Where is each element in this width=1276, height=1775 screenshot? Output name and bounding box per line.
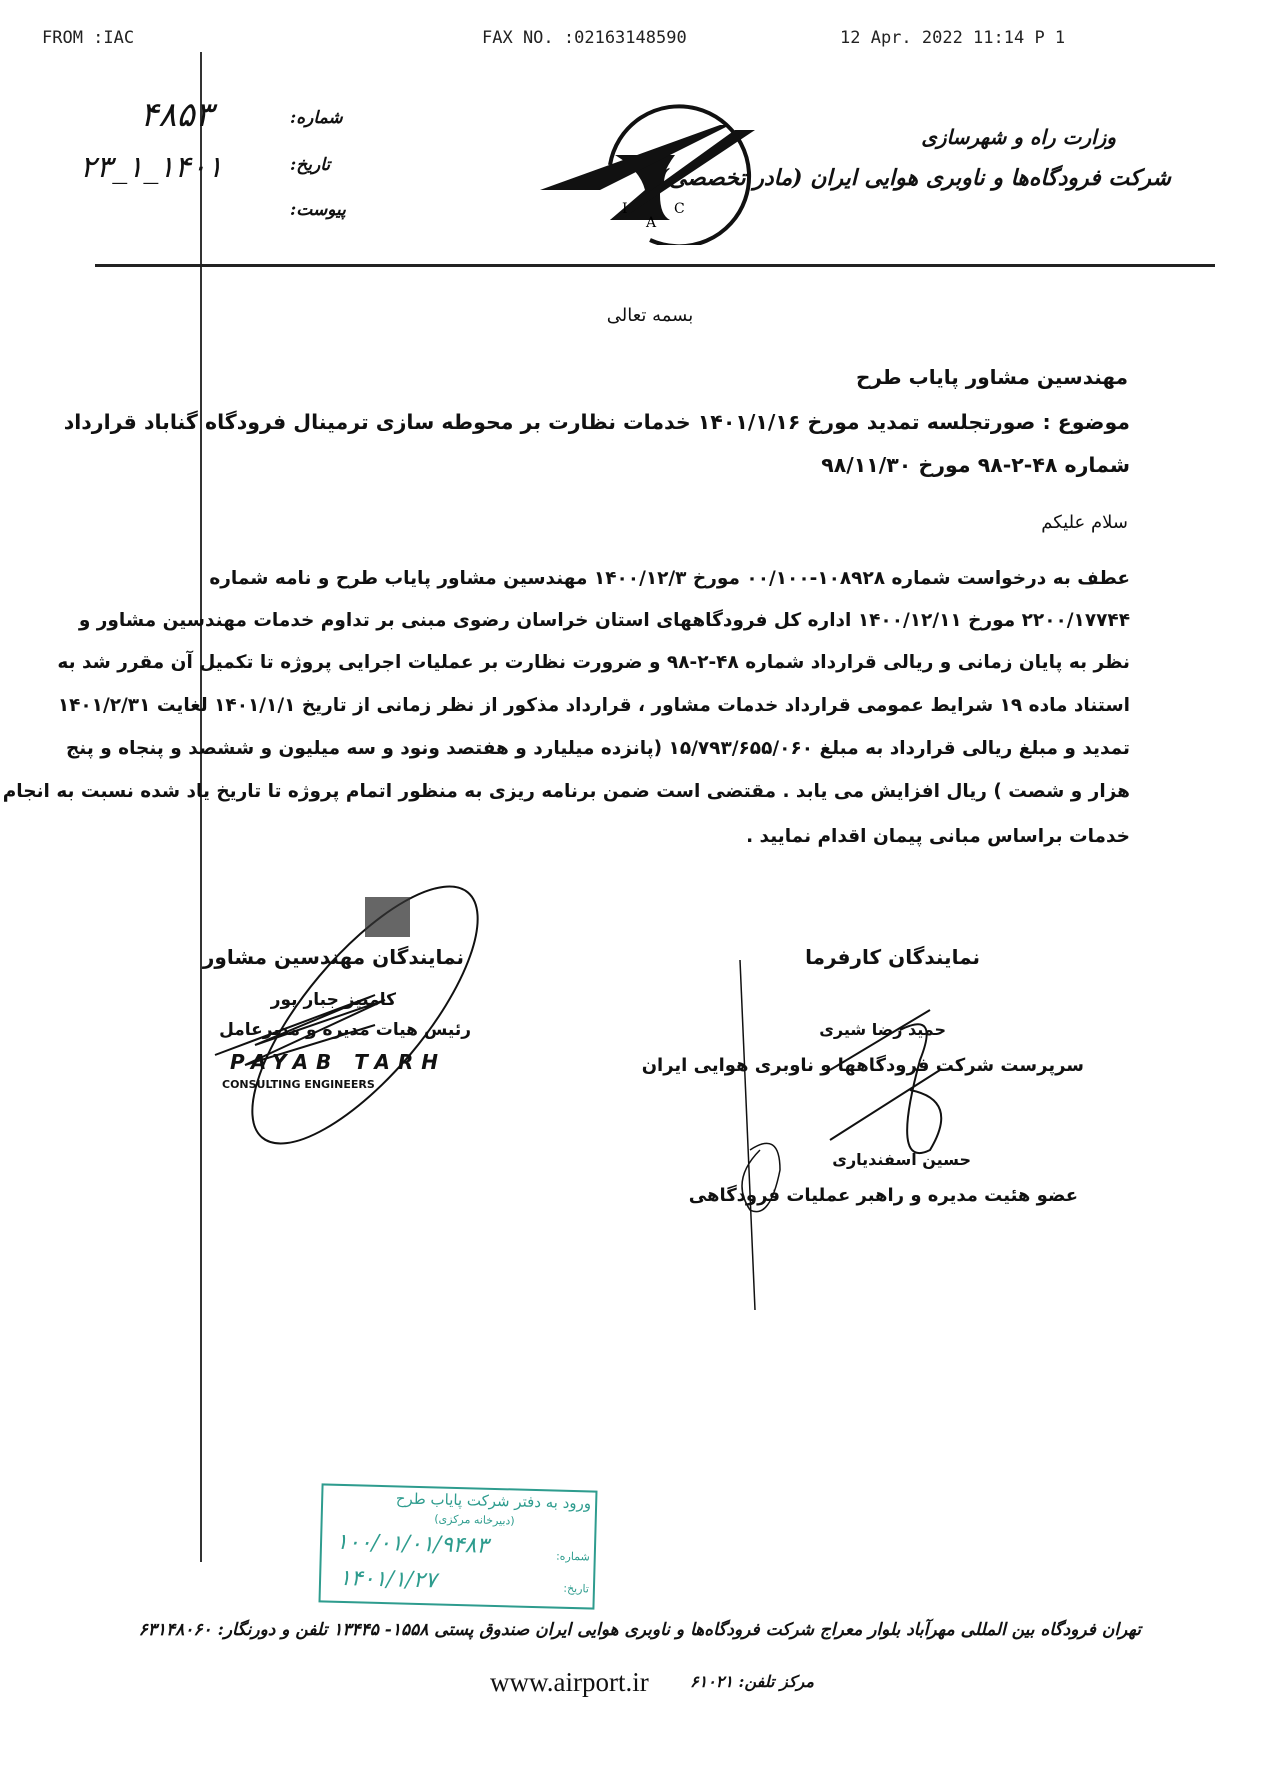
body-line: عطف به درخواست شماره ۱۰۸۹۲۸-۰۰/۱۰۰ مورخ ۱۴۰۰/۱۲/۳ مهندسین مشاور پایاب طرح و نامه شماره bbox=[209, 568, 1130, 589]
stamp-title: ورود به دفتر شرکت پایاب طرح bbox=[395, 1489, 592, 1513]
employer-heading: نمایندگان کارفرما bbox=[805, 945, 980, 969]
employer-person2-title: عضو هئیت مدیره و راهبر عملیات فرودگاهی bbox=[688, 1185, 1078, 1206]
greeting: سلام علیکم bbox=[1041, 512, 1128, 533]
body-line: ۲۲۰۰/۱۷۷۴۴ مورخ ۱۴۰۰/۱۲/۱۱ اداره کل فرودگاههای استان خراسان رضوی مبنی بر تداوم خدمات مهندسین مشاور و bbox=[78, 610, 1130, 631]
body-line: نظر به پایان زمانی و ریالی قرارداد شماره ۴۸-۲-۹۸ و ضرورت نظارت بر عملیات اجرایی پروژه تا تکمیل آن مقرر شد به bbox=[57, 652, 1130, 673]
consultant-heading: نمایندگان مهندسین مشاور bbox=[202, 945, 464, 969]
fax-from: FROM :IAC bbox=[42, 28, 135, 48]
stamp-date-value: ۱۴۰۱/۱/۲۷ bbox=[338, 1565, 437, 1594]
attachment-label: پیوست: bbox=[290, 200, 346, 220]
company-name: شرکت فرودگاه‌ها و ناوبری هوایی ایران (مادر تخصصی) bbox=[658, 165, 1171, 191]
subject-line-2: شماره ۴۸-۲-۹۸ مورخ ۹۸/۱۱/۳۰ bbox=[821, 453, 1130, 477]
fax-datetime: 12 Apr. 2022 11:14 P 1 bbox=[840, 28, 1066, 48]
employer-person1-title: سرپرست شرکت فرودگاهها و ناوبری هوایی ایران bbox=[641, 1055, 1084, 1076]
header-divider bbox=[95, 264, 1215, 267]
subject-line-1: موضوع : صورتجلسه تمدید مورخ ۱۴۰۱/۱/۱۶ خدمات نظارت بر محوطه سازی ترمینال فرودگاه گناباد قرارداد bbox=[63, 410, 1130, 434]
fax-number: FAX NO. :02163148590 bbox=[482, 28, 687, 48]
employer-person1-name: حمید رضا شیری bbox=[819, 1020, 946, 1039]
employer-person2-name: حسین اسفندیاری bbox=[832, 1150, 971, 1169]
body-line: خدمات براساس مبانی پیمان اقدام نمایید . bbox=[746, 826, 1130, 847]
logo-letter-a: A bbox=[646, 215, 657, 231]
invocation: بسمه تعالی bbox=[606, 305, 694, 326]
body-line: استناد ماده ۱۹ شرایط عمومی قرارداد خدمات مشاور ، قرارداد مذکور از نظر زمانی از تاریخ ۱۴۰۱/۱/۱ لغایت ۱۴۰۱/۲/۳۱ bbox=[57, 695, 1130, 716]
consultant-name: کامبیز جبار پور bbox=[270, 990, 396, 1010]
footer-phone: مرکز تلفن: ۶۱۰۲۱ bbox=[690, 1672, 814, 1691]
employer-signature-1 bbox=[700, 950, 1020, 1314]
stamp-number-label: شماره: bbox=[555, 1549, 590, 1564]
footer-address: تهران فرودگاه بین المللی مهرآباد بلوار معراج شرکت فرودگاه‌ها و ناوبری هوایی ایران صندوق پستی ۱۵۵۸- ۱۳۴۴۵ تلفن و دورنگار: ۶۳۱۴۸۰۶۰ bbox=[138, 1620, 1141, 1640]
company-seal-mark bbox=[365, 897, 410, 937]
fax-fold-line bbox=[200, 52, 202, 1562]
date-label: تاریخ: bbox=[290, 155, 331, 175]
letter-number: ۴۸۵۳ bbox=[140, 95, 214, 135]
number-label: شماره: bbox=[290, 108, 343, 128]
stamp-date-label: تاریخ: bbox=[563, 1581, 590, 1596]
consultant-stamp-name: PAYAB TARH bbox=[230, 1050, 446, 1074]
logo-letter-i: I bbox=[622, 201, 628, 217]
body-line: تمدید و مبلغ ریالی قرارداد به مبلغ ۱۵/۷۹۳/۶۵۵/۰۶۰ (پانزده میلیارد و هفتصد ونود و سه میلیون و ششصد و پنجاه و پنج bbox=[65, 738, 1130, 759]
consultant-title: رئیس هیات مدیره و مدیرعامل bbox=[219, 1020, 471, 1040]
addressee: مهندسین مشاور پایاب طرح bbox=[855, 365, 1128, 389]
receipt-stamp bbox=[318, 1483, 597, 1609]
stamp-number-value: ۱۰۰/۰۱/۰۱/۹۴۸۳ bbox=[335, 1529, 489, 1559]
body-line: هزار و شصت ) ریال افزایش می یابد . مقتضی است ضمن برنامه ریزی به منظور اتمام پروژه تا تاریخ یاد شده نسبت به انجام bbox=[2, 781, 1130, 802]
footer-website[interactable]: www.airport.ir bbox=[490, 1667, 649, 1697]
letter-date: ۱۴۰۱_۱_۲۳ bbox=[80, 150, 223, 185]
stamp-subtitle: (دبیرخانه مرکزی) bbox=[434, 1512, 515, 1528]
ministry-name: وزارت راه و شهرسازی bbox=[921, 125, 1116, 149]
consultant-stamp-sub: CONSULTING ENGINEERS bbox=[222, 1078, 375, 1091]
logo-letter-c: C bbox=[674, 201, 685, 217]
